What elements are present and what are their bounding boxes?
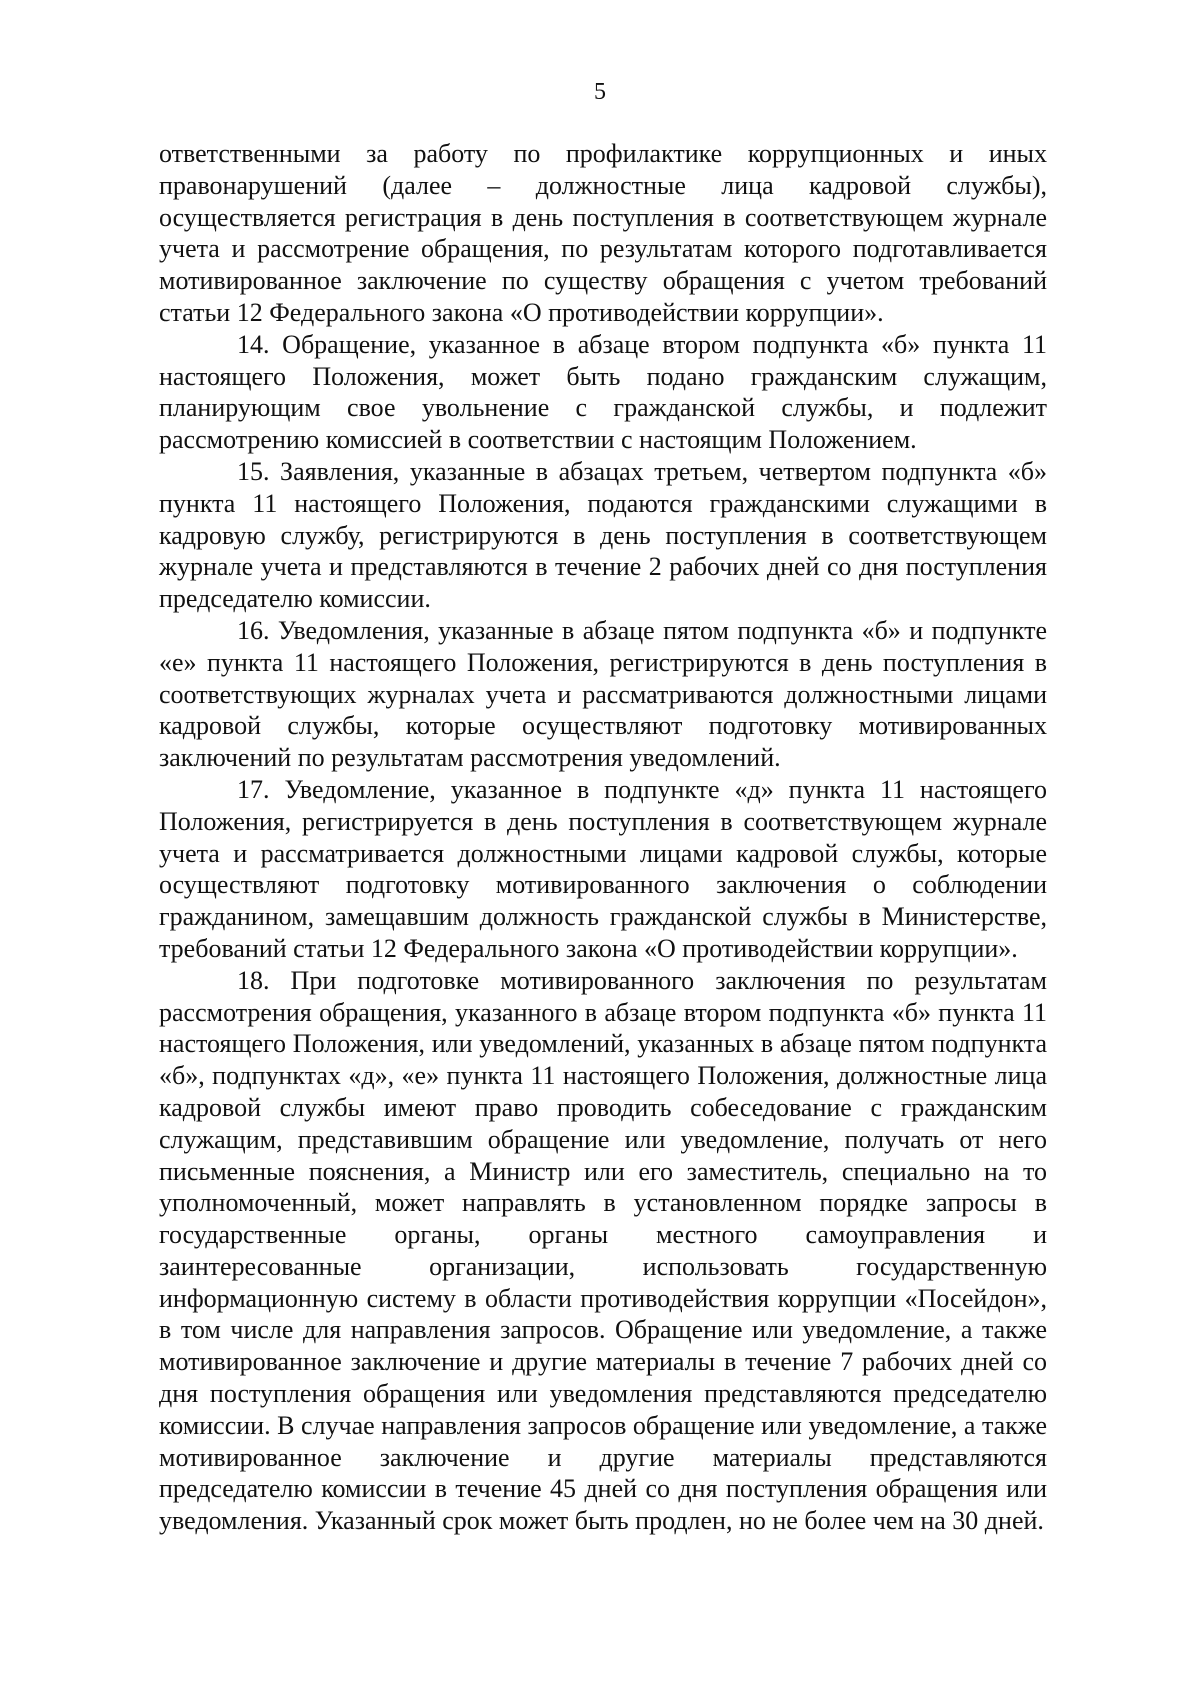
paragraph-14: 14. Обращение, указанное в абзаце втором подпункта «б» пункта 11 настоящего Положения, может быть подано гражданским служащим, планирующим свое увольнение с гражданской службы, и подлежит рассмотрению комиссией в соответствии с настоящим Положением. [159,329,1047,455]
document-body [159,138,1047,1537]
page-number: 5 [594,79,606,105]
paragraph-17: 17. Уведомление, указанное в подпункте «д» пункта 11 настоящего Положения, регистрируется в день поступления в соответствующем журнале учета и рассматривается должностными лицами кадровой службы, которые осуществляют подготовку мотивированного заключения о соблюдении гражданином, замещавшим должность гражданской службы в Министерстве, требований статьи 12 Федерального закона «О противодействии коррупции». [159,774,1047,963]
paragraph-18: 18. При подготовке мотивированного заключения по результатам рассмотрения обращения, указанного в абзаце втором подпункта «б» пункта 11 настоящего Положения, или уведомлений, указанных в абзаце пятом подпункта «б», подпунктах «д», «е» пункта 11 настоящего Положения, должностные лица кадровой службы имеют право проводить собеседование с гражданским служащим, представившим обращение или уведомление, получать от него письменные пояснения, а Министр или его заместитель, специально на то уполномоченный, может направлять в установленном порядке запросы в государственные органы, органы местного самоуправления и заинтересованные организации, использовать государственную информационную систему в области противодействия коррупции «Посейдон», в том числе для направления запросов. Обращение или уведомление, а также мотивированное заключение и другие материалы в течение 7 рабочих дней со дня поступления обращения или уведомления представляются председателю комиссии. В случае направления запросов обращение или уведомление, а также мотивированное заключение и другие материалы представляются председателю комиссии в течение 45 дней со дня поступления обращения или уведомления. Указанный срок может быть продлен, но не более чем на 30 дней. [159,965,1047,1536]
paragraph-continuation: ответственными за работу по профилактике коррупционных и иных правонарушений (далее – должностные лица кадровой службы), осуществляется регистрация в день поступления в соответствующем журнале учета и рассмотрение обращения, по результатам которого подготавливается мотивированное заключение по существу обращения с учетом требований статьи 12 Федерального закона «О противодействии коррупции». [159,139,1047,327]
paragraph-15: 15. Заявления, указанные в абзацах третьем, четвертом подпункта «б» пункта 11 настоящего Положения, подаются гражданскими служащими в кадровую службу, регистрируются в день поступления в соответствующем журнале учета и представляются в течение 2 рабочих дней со дня поступления председателю комиссии. [159,456,1047,614]
paragraph-16: 16. Уведомления, указанные в абзаце пятом подпункта «б» и подпункте «е» пункта 11 настоящего Положения, регистрируются в день поступления в соответствующих журналах учета и рассматриваются должностными лицами кадровой службы, которые осуществляют подготовку мотивированных заключений по результатам рассмотрения уведомлений. [159,615,1047,773]
